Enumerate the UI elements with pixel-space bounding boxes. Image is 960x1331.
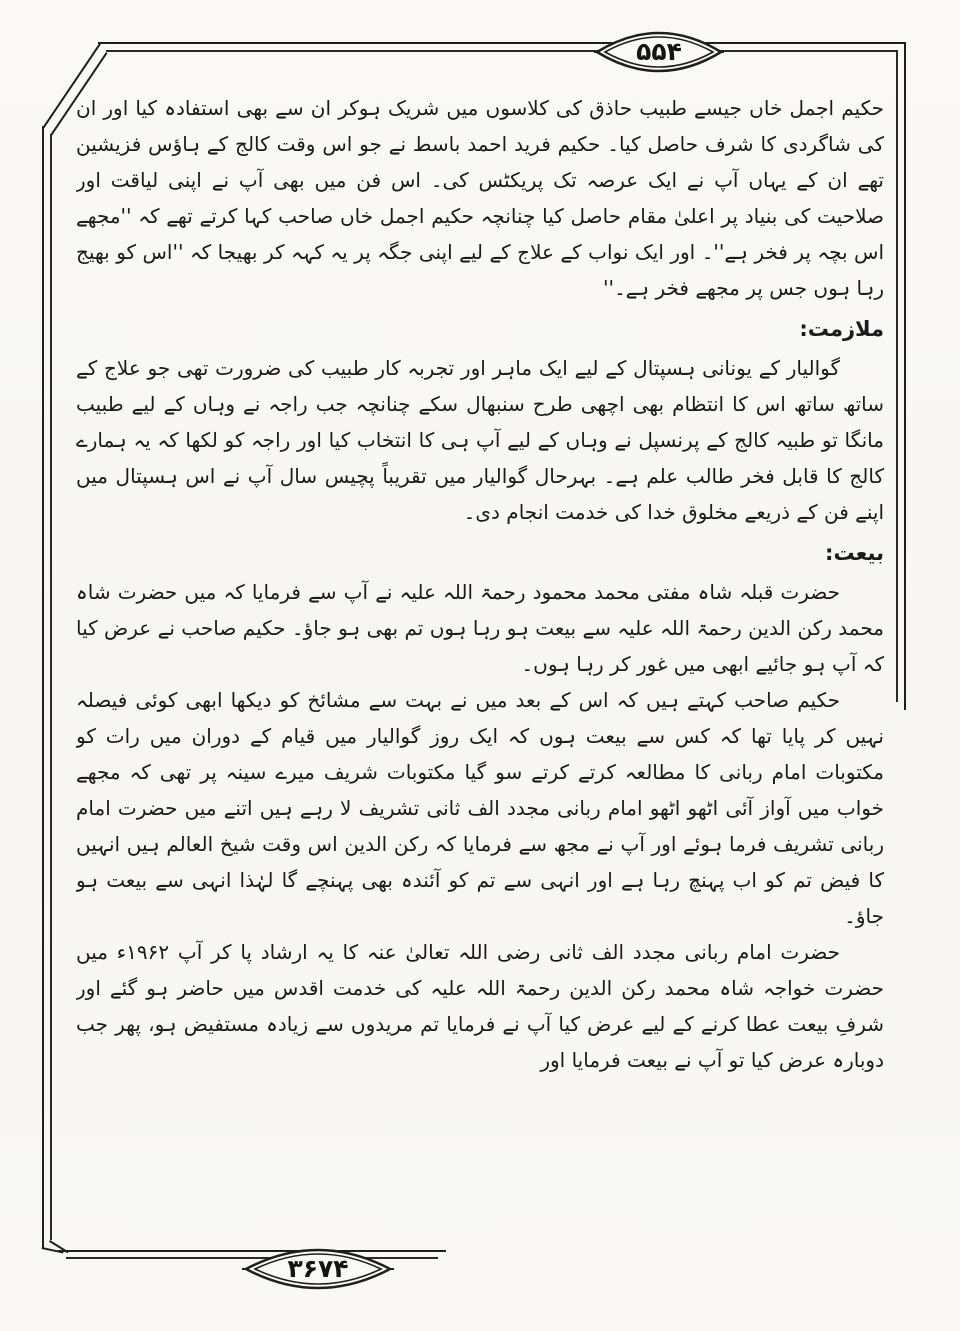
frame-left-inner-rule	[50, 134, 52, 1240]
paragraph-bayat-invitation: حضرت قبلہ شاہ مفتی محمد محمود رحمۃ اللہ علیہ نے آپ سے فرمایا کہ میں حضرت شاہ محمد رکن الدین رحمۃ اللہ علیہ سے بیعت ہو رہا ہوں تم بھی ہو جاؤ۔ حکیم صاحب نے عرض کیا کہ آپ ہو جائیے ابھی میں غور کر رہا ہوں۔	[76, 580, 884, 676]
frame-left-outer-rule	[42, 126, 44, 1248]
page-body-text	[76, 90, 884, 1251]
paragraph-bayat-1962: حضرت امام ربانی مجدد الف ثانی رضی اللہ تعالیٰ عنہ کا یہ ارشاد پا کر آپ ۱۹۶۲ء میں حضرت خواجہ شاہ محمد رکن الدین رحمۃ اللہ علیہ کی خدمت اقدس میں حاضر ہو گئے اور شرفِ بیعت عطا کرنے کے لیے عرض کیا آپ نے فرمایا تم مریدوں سے زیادہ مستفیض ہو، پھر جب دوبارہ عرض کیا تو آپ نے بیعت فرمایا اور	[76, 940, 884, 1072]
frame-right-inner-rule	[896, 50, 898, 702]
page-number-bottom: ۳۶۷۴	[287, 1253, 349, 1283]
paragraph-gwalior-hospital: گوالیار کے یونانی ہسپتال کے لیے ایک ماہر اور تجربہ کار طبیب کی ضرورت تھی جو علاج کے ساتھ ساتھ اس کا انتظام بھی اچھی طرح سنبھال سکے چنانچہ جب راجہ نے وہاں کے لیے طبیب مانگا تو طبیہ کالج کے پرنسپل نے وہاں کے لیے آپ ہی کا انتخاب کیا اور راجہ کو لکھا کہ یہ ہمارے کالج کا قابل فخر طالب علم ہے۔ بہرحال گوالیار میں تقریباً پچیس سال آپ نے اس ہسپتال میں اپنے فن کے ذریعے مخلوق خدا کی خدمت انجام دی۔	[76, 356, 884, 524]
page-number-cartouche-bottom	[242, 1243, 394, 1295]
section-heading-bayat: بیعت:	[825, 541, 884, 565]
paragraph-apprenticeship: حکیم اجمل خاں جیسے طبیب حاذق کی کلاسوں میں شریک ہوکر ان سے بھی استفادہ کیا اور ان کی شاگردی کا شرف حاصل کیا۔ حکیم فرید احمد باسط نے جو اس وقت کالج کے ہاؤس فزیشین تھے ان کے یہاں آپ نے ایک عرصہ تک پریکٹس کی۔ اس فن میں بھی آپ نے اپنی لیاقت اور صلاحیت کی بنیاد پر اعلیٰ مقام حاصل کیا چنانچہ حکیم اجمل خاں صاحب کہا کرتے تھے کہ ''مجھے اس بچہ پر فخر ہے''۔ اور ایک نواب کے علاج کے لیے اپنی جگہ پر یہ کہہ کر بھیجا کہ ''اس کو بھیج رہا ہوں جس پر مجھے فخر ہے۔''	[76, 96, 884, 300]
paragraph-dream-of-imam-rabbani: حکیم صاحب کہتے ہیں کہ اس کے بعد میں نے بہت سے مشائخ کو دیکھا ابھی کوئی فیصلہ نہیں کر پایا تھا کہ کس سے بیعت ہوں کہ ایک روز گوالیار میں قیام کے دوران میں رات کو مکتوبات امام ربانی کا مطالعہ کرتے کرتے سو گیا مکتوبات شریف میرے سینہ پر تھی کہ مجھے خواب میں آواز آئی اٹھو اٹھو امام ربانی مجدد الف ثانی تشریف لا رہے ہیں اتنے میں حضرت امام ربانی تشریف فرما ہوئے اور آپ نے مجھ سے فرمایا کہ رکن الدین اس وقت شیخ العالم ہیں انہیں کا فیض تم کو اب پہنچ رہا ہے اور انہی سے تم کو آئندہ بھی پہنچے گا لہٰذا انہی سے بیعت ہو جاؤ۔	[76, 688, 884, 928]
section-heading-employment: ملازمت:	[799, 317, 884, 341]
frame-top-inner-rule	[106, 50, 898, 52]
frame-right-outer-rule	[904, 42, 906, 710]
frame-top-outer-rule	[98, 42, 906, 44]
page-number-top: ۵۵۴	[636, 36, 682, 66]
page-number-cartouche-top	[594, 26, 724, 78]
